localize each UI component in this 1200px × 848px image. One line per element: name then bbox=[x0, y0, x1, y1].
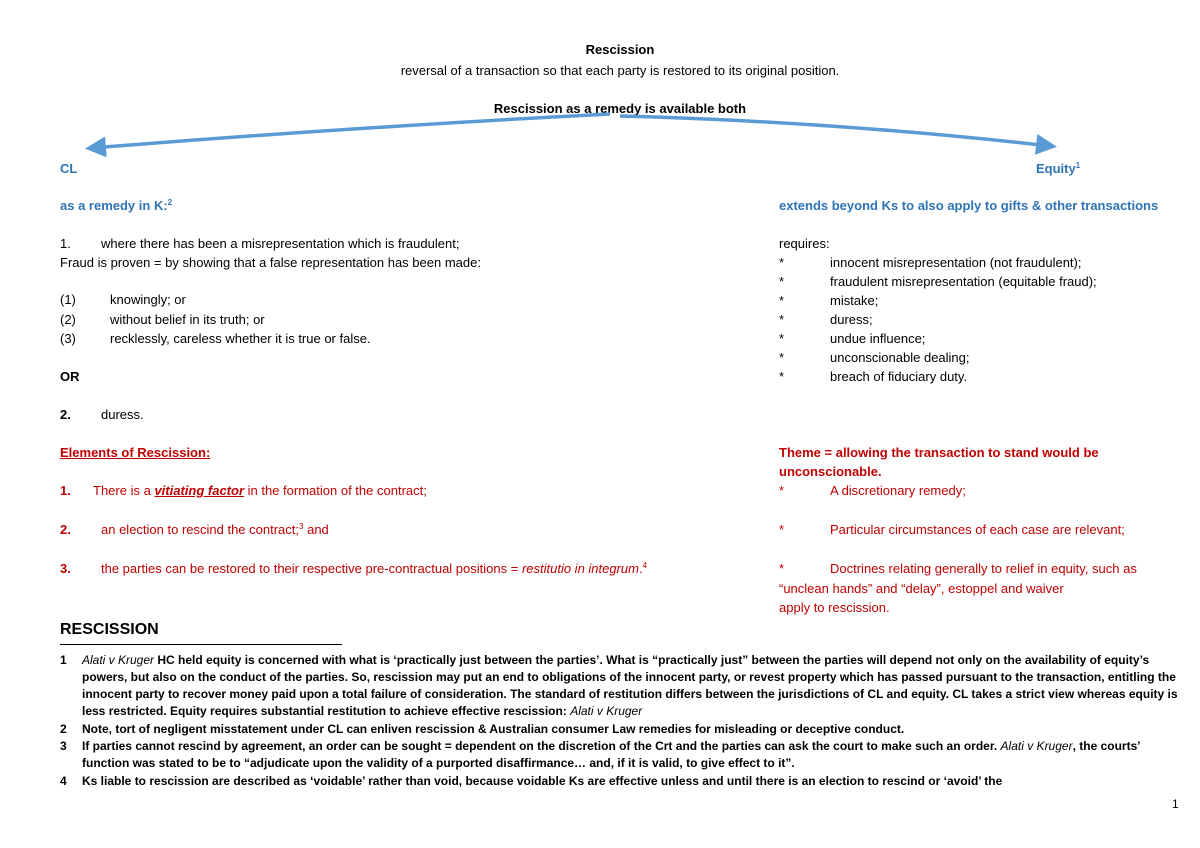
equity-subheading: extends beyond Ks to also apply to gifts & other transactions bbox=[779, 198, 1159, 213]
fraud-item: (2) without belief in its truth; or bbox=[60, 312, 265, 327]
requires-item: * undue influence; bbox=[779, 331, 926, 346]
cl-item-2: 2. duress. bbox=[60, 407, 144, 422]
cl-item-1: 1. where there has been a misrepresentation which is fraudulent; bbox=[60, 236, 460, 251]
requires-item: * breach of fiduciary duty. bbox=[779, 369, 968, 384]
footnote-ref-4[interactable]: 4 bbox=[642, 561, 648, 570]
arrow-to-cl bbox=[92, 114, 610, 148]
theme-item-3-line: “unclean hands” and “delay”, estoppel and waiver bbox=[779, 581, 1064, 596]
footnote-ref-3[interactable]: 3 bbox=[299, 522, 304, 531]
theme-line-2: unconscionable. bbox=[779, 464, 882, 479]
theme-item: * A discretionary remedy; bbox=[779, 483, 966, 498]
element-2: 2. an election to rescind the contract;$^3$ and bbox=[60, 522, 329, 537]
footnote-3: 3 If parties cannot rescind by agreement, an order can be sought = dependent on the discretion of the Crt and the parties can ask the court to make such an order. Alati v Kruger, the courts’ function was stated to be to “adjudicate upon the validity of a purported disaffirmance… and, if it is valid, to give effect to it”. bbox=[60, 739, 1140, 770]
element-1: 1. There is a vitiating factor in the formation of the contract; bbox=[60, 483, 427, 498]
fraud-item: (3) recklessly, careless whether it is true or false. bbox=[60, 331, 371, 346]
footnote-4: 4 Ks liable to rescission are described as ‘voidable’ rather than void, because voidable Ks are effective unless and until there is an election to rescind or ‘avoid’ the bbox=[60, 774, 1003, 788]
page-title: Rescission bbox=[585, 42, 655, 57]
elements-heading: Elements of Rescission: bbox=[60, 445, 211, 460]
cl-subheading: as a remedy in K:$^2$ bbox=[60, 198, 173, 213]
section-heading: RESCISSION bbox=[60, 621, 159, 638]
requires-item: * duress; bbox=[779, 312, 873, 327]
footnote-ref-1[interactable]: 1 bbox=[1075, 161, 1081, 170]
page-number: 1 bbox=[1172, 797, 1179, 811]
footnote-separator bbox=[60, 644, 342, 645]
footnote-2: 2 Note, tort of negligent misstatement under CL can enliven rescission & Australian consumer Law remedies for misleading or deceptive conduct. bbox=[60, 722, 905, 736]
fraud-line: Fraud is proven = by showing that a false representation has been made: bbox=[60, 255, 481, 270]
theme-item: * bbox=[779, 561, 785, 576]
requires-label: requires: bbox=[779, 236, 830, 251]
definition-text: reversal of a transaction so that each party is restored to its original position. bbox=[400, 63, 840, 78]
cl-heading: CL bbox=[60, 161, 78, 176]
requires-item: * unconscionable dealing; bbox=[779, 350, 970, 365]
branch-arrows bbox=[0, 0, 1200, 180]
theme-line-1: Theme = allowing the transaction to stand would be bbox=[779, 445, 1099, 460]
element-3: 3. the parties can be restored to their respective pre-contractual positions = restitutio in integrum.$^4$ bbox=[60, 561, 648, 576]
available-heading: Rescission as a remedy is available both bbox=[493, 101, 747, 116]
fraud-item: (1) knowingly; or bbox=[60, 292, 186, 307]
requires-item: * mistake; bbox=[779, 293, 879, 308]
requires-item: * innocent misrepresentation (not fraudulent); bbox=[779, 255, 1082, 270]
equity-heading: Equity$^1$ bbox=[1036, 161, 1081, 176]
theme-item: * Particular circumstances of each case are relevant; bbox=[779, 522, 1125, 537]
arrow-to-equity bbox=[620, 116, 1050, 146]
theme-item-3-line: apply to rescission. bbox=[779, 600, 890, 615]
footnote-1: 1 Alati v Kruger HC held equity is concerned with what is ‘practically just between the parties’. What is “practically just” between the parties will depend not only on the availability of equity’s powers, but also on the conduct of the parties. So, rescission may put an end to obligations of the innocent party, or revest property which has passed pursuant to the transaction, entitling the innocent party to recover money paid upon a total failure of consideration. The standard of restitution differs between the jurisdictions of CL and equity. CL takes a strict view whereas equity is less restricted. Equity requires substantial restitution to achieve effective rescission: Alati v Kruger bbox=[60, 653, 1178, 718]
footnote-ref-2[interactable]: 2 bbox=[167, 198, 173, 207]
requires-item: * fraudulent misrepresentation (equitable fraud); bbox=[779, 274, 1097, 289]
or-label: OR bbox=[60, 369, 80, 384]
theme-item-3-line: Doctrines relating generally to relief in equity, such as bbox=[830, 561, 1137, 576]
